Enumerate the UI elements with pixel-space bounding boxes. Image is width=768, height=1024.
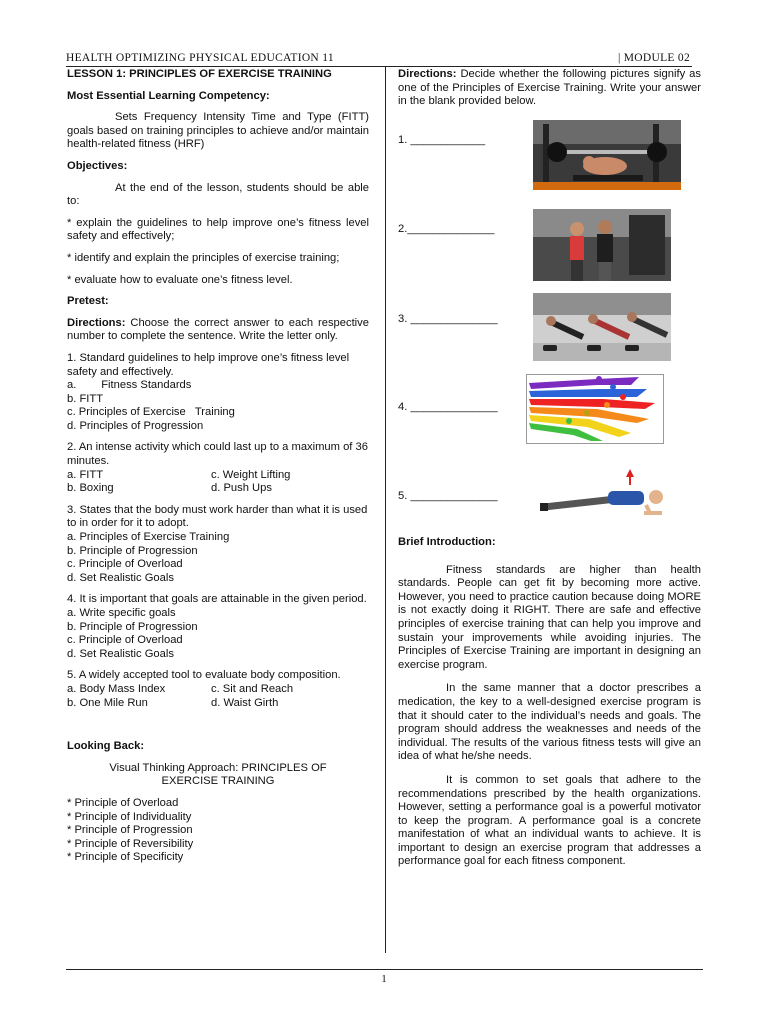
option: c. Weight Lifting (211, 468, 291, 481)
progression-arrows-image (526, 374, 664, 444)
objective-item: * identify and explain the principles of exercise training; (67, 251, 340, 264)
brief-heading: Brief Introduction: (398, 536, 496, 548)
personal-trainer-image (533, 209, 671, 281)
option: a. Write specific goals (67, 607, 176, 619)
principle-item: * Principle of Reversibility (67, 837, 194, 850)
principle-item: * Principle of Overload (67, 796, 179, 809)
question-stem: 1. Standard guidelines to help improve one’s fitness level safety and effectively. (67, 351, 350, 378)
answer-blank-5[interactable]: 5. ______________ (398, 490, 498, 502)
option: b. Principle of Progression (67, 544, 198, 557)
option: b. One Mile Run (67, 696, 148, 709)
looking-back-heading: Looking Back: (67, 740, 145, 753)
group-pushups-image (533, 293, 671, 361)
lesson-title: LESSON 1: PRINCIPLES OF EXERCISE TRAINING (67, 68, 332, 80)
objective-item: * explain the guidelines to help improve one’s fitness level safety and effectively; (67, 216, 369, 243)
option: d. Push Ups (211, 482, 272, 495)
plank-exercise-image (526, 463, 676, 519)
question-stem: 5. A widely accepted tool to evaluate body composition. (67, 669, 341, 682)
question-stem: 3. States that the body must work harder than what it is used to in order for it to adopt. (67, 503, 368, 530)
header-module: | MODULE 02 (617, 52, 690, 64)
option: a. Principles of Exercise Training (67, 531, 230, 544)
left-column (67, 68, 369, 865)
option: d. Set Realistic Goals (67, 571, 174, 584)
visual-thinking-title: Visual Thinking Approach: PRINCIPLES OF EXERCISE TRAINING (109, 761, 327, 788)
melc-text: Sets Frequency Intensity Time and Type (FITT) goals based on training principles to achieve and/or maintain health-related fitness (HRF) (67, 111, 369, 151)
pretest-heading: Pretest: (67, 295, 109, 308)
objective-item: * evaluate how to evaluate one’s fitness level. (67, 273, 293, 286)
brief-introduction (398, 536, 701, 869)
answer-blank-4[interactable]: 4. ______________ (398, 401, 498, 413)
answer-blank-2[interactable]: 2.______________ (398, 223, 495, 235)
option: a. Body Mass Index (67, 682, 166, 695)
option: a. FITT (67, 468, 104, 481)
question-5 (67, 669, 369, 710)
right-directions: Directions: Decide whether the following pictures signify as one of the Principles of Exercise Training. Write your answer in the blank provided below. (398, 68, 701, 108)
question-1 (67, 352, 369, 434)
option: b. Principle of Progression (67, 620, 198, 633)
page-number: 1 (381, 973, 387, 985)
column-divider (385, 67, 386, 953)
principle-item: * Principle of Specificity (67, 851, 184, 864)
question-stem: 4. It is important that goals are attainable in the given period. (67, 593, 367, 606)
answer-blank-1[interactable]: 1. ____________ (398, 134, 486, 146)
question-4 (67, 593, 369, 661)
pretest-directions: Directions: Choose the correct answer to each respective number to complete the sentence. Write the letter only. (67, 316, 369, 343)
principle-item: * Principle of Individuality (67, 810, 192, 823)
option: c. Sit and Reach (211, 682, 294, 695)
brief-paragraph-3: It is common to set goals that adhere to the recommendations prescribed by the health organizations. However, setting a performance goal is a powerful motivator to keep the program. A performance goal is a concrete manifestation of what an individual wants to achieve. It is important to design an exercise program that addresses a performance goal for each fitness component. (398, 773, 701, 868)
question-stem: 2. An intense activity which could last up to a maximum of 36 minutes. (67, 441, 368, 468)
option: c. Principles of Exercise Training (67, 406, 235, 419)
right-directions-block (398, 68, 701, 109)
footer-rule (66, 969, 703, 970)
brief-paragraph-2: In the same manner that a doctor prescribes a medication, the key to a well-designed exercise program is that it should cater to the individual’s needs and goals. The program should address the weaknesses and needs of the individual. The results of the various fitness tests will give an idea of what he/she needs. (398, 682, 701, 763)
option: c. Principle of Overload (67, 558, 183, 571)
objectives-intro: At the end of the lesson, students should be able to: (67, 181, 369, 208)
option: b. Boxing (67, 482, 114, 495)
answer-blank-3[interactable]: 3. ______________ (398, 313, 498, 325)
principle-item: * Principle of Progression (67, 824, 193, 837)
objectives-heading: Objectives: (67, 159, 128, 172)
option: d. Waist Girth (211, 696, 279, 709)
gym-bench-press-image (533, 120, 681, 190)
melc-heading: Most Essential Learning Competency: (67, 89, 270, 102)
brief-paragraph-1: Fitness standards are higher than health standards. People can get fit by becoming more active. However, you need to practice caution because doing MORE is not exactly doing it RIGHT. There are safe and effective principles of exercise training that can help you improve and sustain your improvements while avoiding injuries. The Principles of Exercise Training are important in designing an exercise program. (398, 563, 701, 671)
header-subject: HEALTH OPTIMIZING PHYSICAL EDUCATION 11 (66, 52, 334, 64)
option: b. FITT (67, 392, 104, 405)
page-header (66, 52, 692, 67)
option: d. Principles of Progression (67, 419, 204, 432)
option: d. Set Realistic Goals (67, 647, 174, 660)
question-3 (67, 504, 369, 586)
option: c. Principle of Overload (67, 634, 183, 647)
question-2 (67, 441, 369, 495)
option: a. Fitness Standards (67, 379, 192, 392)
